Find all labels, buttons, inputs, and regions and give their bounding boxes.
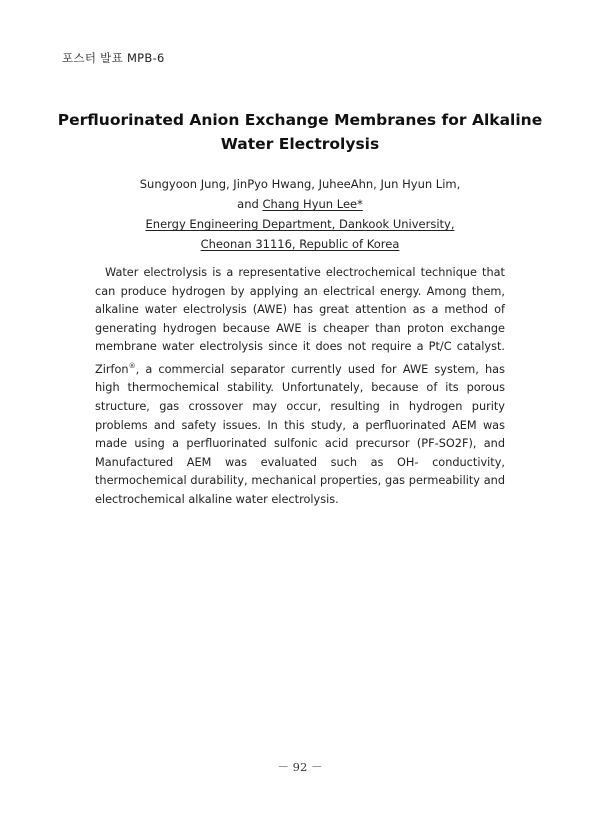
title-line-1: Perfluorinated Anion Exchange Membranes for Alkaline xyxy=(57,111,543,129)
author-and: and xyxy=(237,197,259,211)
corresponding-author: Chang Hyun Lee* xyxy=(262,197,363,211)
abstract-text-part-2: , a commercial separator currently used for AWE system, has high thermochemical stability. Unfortunately, because of its porous structure, gas crossover may occur, resulting in hydrogen purity problems and safety issues. In this study, a perfluorinated AEM was made using a perfluorinated sulfonic acid precursor (PF-SO2F), and Manufactured AEM was evaluated such as OH- conductivity, thermochemical durability, mechanical properties, gas permeability and electrochemical alkaline water electrolysis. xyxy=(95,362,505,506)
author-list-end xyxy=(0,194,600,214)
affiliation-text-2: Cheonan 31116, Republic of Korea xyxy=(200,237,400,251)
author-list: Sungyoon Jung, JinPyo Hwang, JuheeAhn, Jun Hyun Lim, xyxy=(139,177,461,191)
abstract-text-part-1: Water electrolysis is a representative electrochemical technique that can produce hydrogen by applying an electrical energy. Among them, alkaline water electrolysis (AWE) has great attention as a method of generating hydrogen because AWE is cheaper than proton exchange membrane water electrolysis since it does not require a Pt/C catalyst. Zirfon xyxy=(95,266,505,376)
affiliation-line-2 xyxy=(0,234,600,254)
affiliation-line-1 xyxy=(0,214,600,234)
registered-mark: ® xyxy=(128,361,136,370)
affiliation-text-1: Energy Engineering Department, Dankook University, xyxy=(145,217,455,231)
abstract-paragraph xyxy=(95,264,505,509)
author-block xyxy=(0,174,600,254)
title-line-2: Water Electrolysis xyxy=(220,135,380,153)
session-label: 포스터 발표 MPB-6 xyxy=(62,51,165,65)
paper-title xyxy=(0,108,600,156)
page-number: － 92 － xyxy=(277,760,323,774)
